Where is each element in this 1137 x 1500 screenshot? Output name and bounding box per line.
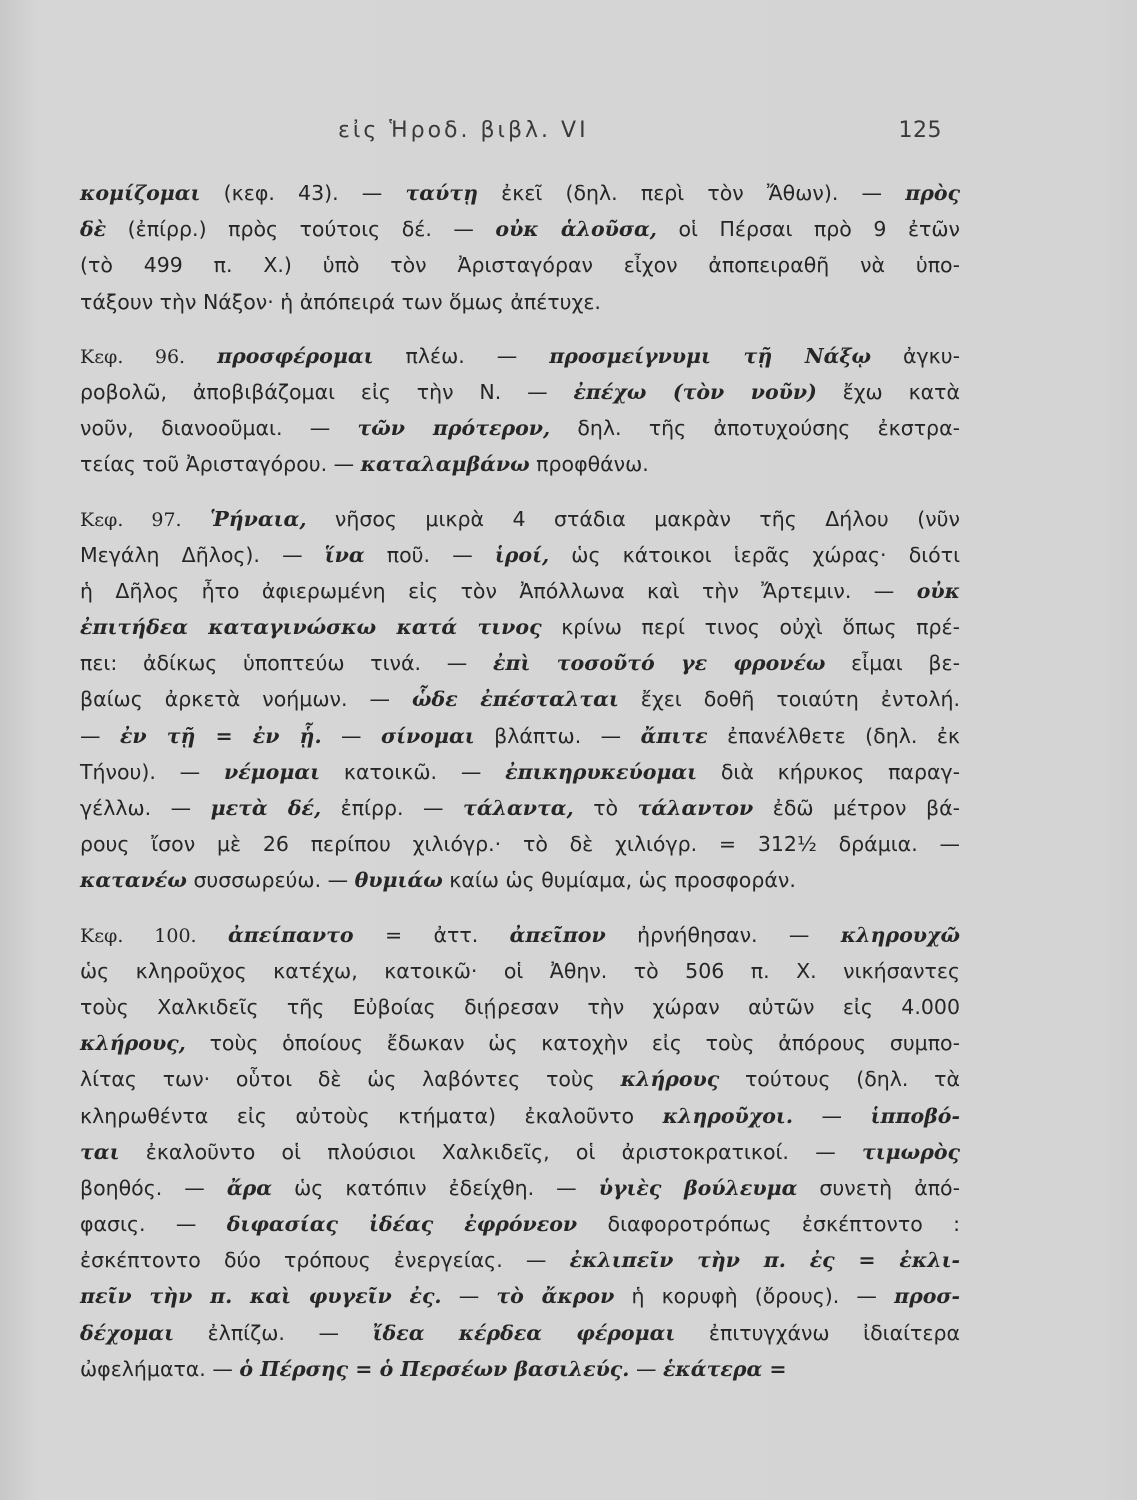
text-line: [80, 247, 960, 283]
text-line: [80, 862, 960, 898]
gloss-text: κατοικῶ. —: [320, 759, 506, 784]
lemma-term: ἄπιτε: [640, 723, 708, 748]
commentary-text: [80, 175, 960, 1387]
lemma-term: ἄρα: [226, 1175, 273, 1200]
gloss-text: —: [629, 1356, 663, 1381]
gloss-text: ροβολῶ, ἀποβιβάζομαι εἰς τὴν Ν. —: [80, 379, 574, 404]
gloss-text: βλάπτω. —: [474, 723, 641, 748]
gloss-text: συσσωρεύω. —: [186, 868, 355, 893]
gloss-text: ἐπίρρ. —: [321, 796, 464, 820]
text-line: [80, 211, 960, 247]
lemma-term: κληροῦχοι.: [662, 1103, 793, 1128]
text-line: [80, 645, 960, 681]
lemma-term: ὁ Πέρσης = ὁ Περσέων βασιλεύς.: [239, 1356, 630, 1381]
text-line: [80, 446, 960, 482]
text-line: [80, 1098, 960, 1134]
gloss-text: ἐλπίζω. —: [174, 1320, 373, 1345]
text-line: [80, 681, 960, 717]
paragraph: [80, 501, 960, 899]
gloss-text: βοηθός. —: [80, 1175, 227, 1200]
lemma-term: οὐκ: [916, 578, 960, 603]
gloss-text: [185, 344, 217, 368]
gloss-text: γέλλω. —: [80, 796, 211, 820]
lemma-term: ταύτῃ: [405, 181, 478, 205]
chapter-label: Κεφ. 97.: [80, 508, 182, 531]
gloss-text: καίω ὡς θυμίαμα, ὡς προσφοράν.: [442, 868, 796, 893]
lemma-term: Ῥήναια,: [210, 506, 307, 531]
gloss-text: ἔχω κατὰ: [816, 379, 961, 404]
text-line: [80, 1278, 960, 1314]
gloss-text: ἐκαλοῦντο οἱ πλούσιοι Χαλκιδεῖς, οἱ ἀριστοκρατικοί. —: [119, 1139, 862, 1164]
gloss-text: τάξουν τὴν Νάξον· ἡ ἀπόπειρά των ὅμως ἀπέτυχε.: [80, 289, 601, 314]
lemma-term: ἐν τῇ = ἐν ᾗ.: [119, 723, 322, 748]
text-line: [80, 573, 960, 609]
lemma-term: προσφέρομαι: [217, 343, 374, 368]
text-line: [80, 1170, 960, 1206]
lemma-term: δὲ: [80, 217, 107, 242]
gloss-text: τὸ: [573, 796, 638, 820]
paragraph-gap: [80, 483, 960, 501]
lemma-term: τάλαντα,: [463, 796, 574, 820]
text-line: [80, 410, 960, 446]
lemma-term: σίνομαι: [381, 723, 475, 748]
gloss-text: (κεφ. 43). —: [200, 181, 406, 205]
lemma-term: ἐπιτήδεα καταγινώσκω κατά τινος: [80, 615, 542, 640]
text-line: [80, 1025, 960, 1061]
gloss-text: ἐπανέλθετε (δηλ. ἐκ: [707, 723, 960, 748]
gloss-text: ἐκεῖ (δηλ. περὶ τὸν Ἄθων). —: [477, 181, 906, 205]
text-line: [80, 718, 960, 754]
gloss-text: ἐπιτυγχάνω ἰδιαίτερα: [675, 1320, 961, 1345]
text-line: [80, 1061, 960, 1097]
gloss-text: ἀγκυ-: [871, 343, 960, 368]
lemma-term: ἐπέχω (τὸν νοῦν): [573, 379, 817, 404]
page-number: 125: [898, 118, 942, 143]
text-line: [80, 537, 960, 573]
lemma-term: νέμομαι: [223, 759, 321, 784]
text-line: [80, 1351, 960, 1387]
text-line: [80, 501, 960, 537]
lemma-term: ται: [80, 1139, 120, 1164]
lemma-term: ἴδεα κέρδεα φέρομαι: [372, 1320, 676, 1345]
lemma-term: ἐπὶ τοσοῦτό γε φρονέω: [493, 651, 826, 676]
text-line: [80, 374, 960, 410]
gloss-text: οἱ Πέρσαι πρὸ 9 ἐτῶν: [656, 217, 960, 242]
gloss-text: ἐδῶ μέτρον βά-: [753, 796, 960, 820]
gloss-text: κρίνω περί τινος οὐχὶ ὅπως πρέ-: [541, 615, 960, 640]
text-line: [80, 284, 960, 320]
gloss-text: [182, 507, 210, 531]
gloss-text: —: [80, 723, 120, 748]
lemma-term: οὐκ ἁλοῦσα,: [495, 217, 657, 242]
gloss-text: νοῦν, διανοοῦμαι. —: [80, 416, 358, 441]
lemma-term: κλήρους,: [80, 1031, 186, 1056]
lemma-term: ἐπικηρυκεύομαι: [505, 759, 698, 784]
gloss-text: ἐσκέπτοντο δύο τρόπους ἐνεργείας. —: [80, 1248, 570, 1273]
lemma-term: καταλαμβάνω: [360, 452, 530, 477]
gloss-text: συνετὴ ἀπό-: [797, 1175, 960, 1200]
paragraph-gap: [80, 320, 960, 338]
lemma-term: ὑγιὲς βούλευμα: [598, 1175, 798, 1200]
lemma-term: ἑκάτερα =: [662, 1356, 787, 1381]
gloss-text: ἡ κορυφὴ (ὄρους). —: [614, 1284, 895, 1309]
gloss-text: ὠφελήματα. —: [80, 1356, 240, 1381]
lemma-term: ἀπείπαντο: [227, 922, 354, 947]
gloss-text: Μεγάλη Δῆλος). —: [80, 542, 325, 567]
text-line: [80, 989, 960, 1025]
text-line: [80, 754, 960, 790]
text-line: [80, 1242, 960, 1278]
gloss-text: (ἐπίρρ.) πρὸς τούτοις δέ. —: [106, 217, 496, 242]
paragraph: [80, 338, 960, 483]
chapter-label: Κεφ. 100.: [80, 924, 197, 947]
gloss-text: —: [321, 723, 382, 748]
paragraph: [80, 917, 960, 1387]
gloss-text: ὡς κάτοικοι ἱερᾶς χώρας· διότι: [549, 542, 961, 567]
text-line: [80, 609, 960, 645]
text-line: [80, 917, 960, 953]
running-head: εἰς Ἡροδ. βιβλ. VI: [338, 118, 589, 143]
paragraph: [80, 175, 960, 320]
lemma-term: πεῖν τὴν π. καὶ φυγεῖν ἐς.: [80, 1284, 442, 1309]
gloss-text: —: [441, 1284, 497, 1309]
gloss-text: [197, 923, 228, 947]
chapter-label: Κεφ. 96.: [80, 345, 186, 368]
gloss-text: ρους ἴσον μὲ 26 περίπου χιλιόγρ.· τὸ δὲ χιλιόγρ. = 312½ δράμια. —: [80, 832, 960, 857]
lemma-term: ὧδε ἐπέσταλται: [412, 687, 619, 712]
lemma-term: ἵνα: [324, 542, 365, 567]
gloss-text: τούτους (δηλ. τὰ: [719, 1067, 960, 1092]
gloss-text: εἶμαι βε-: [825, 651, 960, 676]
gloss-text: διαφοροτρόπως ἐσκέπτοντο :: [577, 1212, 961, 1237]
gloss-text: κληρωθέντα εἰς αὐτοὺς κτήματα) ἐκαλοῦντο: [80, 1103, 663, 1128]
gloss-text: —: [792, 1103, 871, 1128]
lemma-term: τάλαντον: [637, 796, 754, 820]
gloss-text: (τὸ 499 π. Χ.) ὑπὸ τὸν Ἀρισταγόραν εἶχον ἀποπειραθῆ νὰ ὑπο-: [80, 253, 960, 278]
lemma-term: προσμείγνυμι τῇ Νάξῳ: [549, 343, 872, 368]
lemma-term: μετὰ δέ,: [210, 796, 322, 820]
gloss-text: Τήνου). —: [80, 759, 224, 784]
gloss-text: τοὺς Χαλκιδεῖς τῆς Εὐβοίας διῄρεσαν τὴν χώραν αὐτῶν εἰς 4.000: [80, 994, 960, 1019]
text-line: [80, 790, 960, 826]
lemma-term: τιμωρὸς: [861, 1139, 960, 1164]
gloss-text: ἡ Δῆλος ἦτο ἀφιερωμένη εἰς τὸν Ἀπόλλωνα καὶ τὴν Ἄρτεμιν. —: [80, 578, 917, 603]
gloss-text: ἔχει δοθῆ τοιαύτη ἐντολή.: [618, 687, 960, 712]
text-line: [80, 1206, 960, 1242]
gloss-text: νῆσος μικρὰ 4 στάδια μακρὰν τῆς Δήλου (νῦν: [306, 506, 960, 531]
lemma-term: δέχομαι: [80, 1320, 174, 1345]
lemma-term: κληρουχῶ: [840, 922, 960, 947]
lemma-term: θυμιάω: [354, 868, 443, 893]
lemma-term: κλήρους: [620, 1067, 720, 1092]
gloss-text: προφθάνω.: [529, 452, 649, 477]
lemma-term: ἱπποβό-: [870, 1103, 960, 1128]
gloss-text: διὰ κήρυκος παραγ-: [697, 759, 960, 784]
gloss-text: ἠρνήθησαν. —: [605, 922, 841, 947]
lemma-term: κομίζομαι: [80, 181, 201, 205]
gloss-text: λίτας των· οὗτοι δὲ ὡς λαβόντες τοὺς: [80, 1067, 621, 1092]
lemma-term: προσ-: [894, 1284, 961, 1309]
page-header: [80, 118, 942, 154]
gloss-text: πλέω. —: [373, 343, 550, 368]
text-line: [80, 1134, 960, 1170]
text-line: [80, 826, 960, 862]
lemma-term: διφασίας ἰδέας ἐφρόνεον: [226, 1212, 578, 1237]
lemma-term: ἀπεῖπον: [509, 922, 606, 947]
lemma-term: τῶν πρότερον,: [357, 416, 551, 441]
gloss-text: ὡς κληροῦχος κατέχω, κατοικῶ· οἱ Ἀθην. τὸ 506 π. Χ. νικήσαντες: [80, 958, 960, 983]
lemma-term: πρὸς: [905, 181, 960, 205]
gloss-text: τείας τοῦ Ἀρισταγόρου. —: [80, 452, 361, 477]
lemma-term: κατανέω: [80, 868, 187, 893]
gloss-text: = ἀττ.: [353, 922, 510, 947]
gloss-text: φασις. —: [80, 1212, 227, 1237]
gloss-text: πει: ἀδίκως ὑποπτεύω τινά. —: [80, 651, 493, 676]
gloss-text: δηλ. τῆς ἀποτυχούσης ἐκστρα-: [550, 416, 960, 441]
text-line: [80, 953, 960, 989]
text-line: [80, 175, 960, 211]
lemma-term: ἱροί,: [494, 542, 550, 567]
gloss-text: βαίως ἀρκετὰ νοήμων. —: [80, 687, 412, 712]
lemma-term: τὸ ἄκρον: [496, 1284, 615, 1309]
gloss-text: τοὺς ὁποίους ἔδωκαν ὡς κατοχὴν εἰς τοὺς ἀπόρους συμπο-: [185, 1031, 960, 1056]
paragraph-gap: [80, 899, 960, 917]
text-line: [80, 338, 960, 374]
lemma-term: ἐκλιπεῖν τὴν π. ἐς = ἐκλι-: [569, 1248, 961, 1273]
gloss-text: ὡς κατόπιν ἐδείχθη. —: [272, 1175, 599, 1200]
gloss-text: ποῦ. —: [364, 542, 495, 567]
text-line: [80, 1315, 960, 1351]
